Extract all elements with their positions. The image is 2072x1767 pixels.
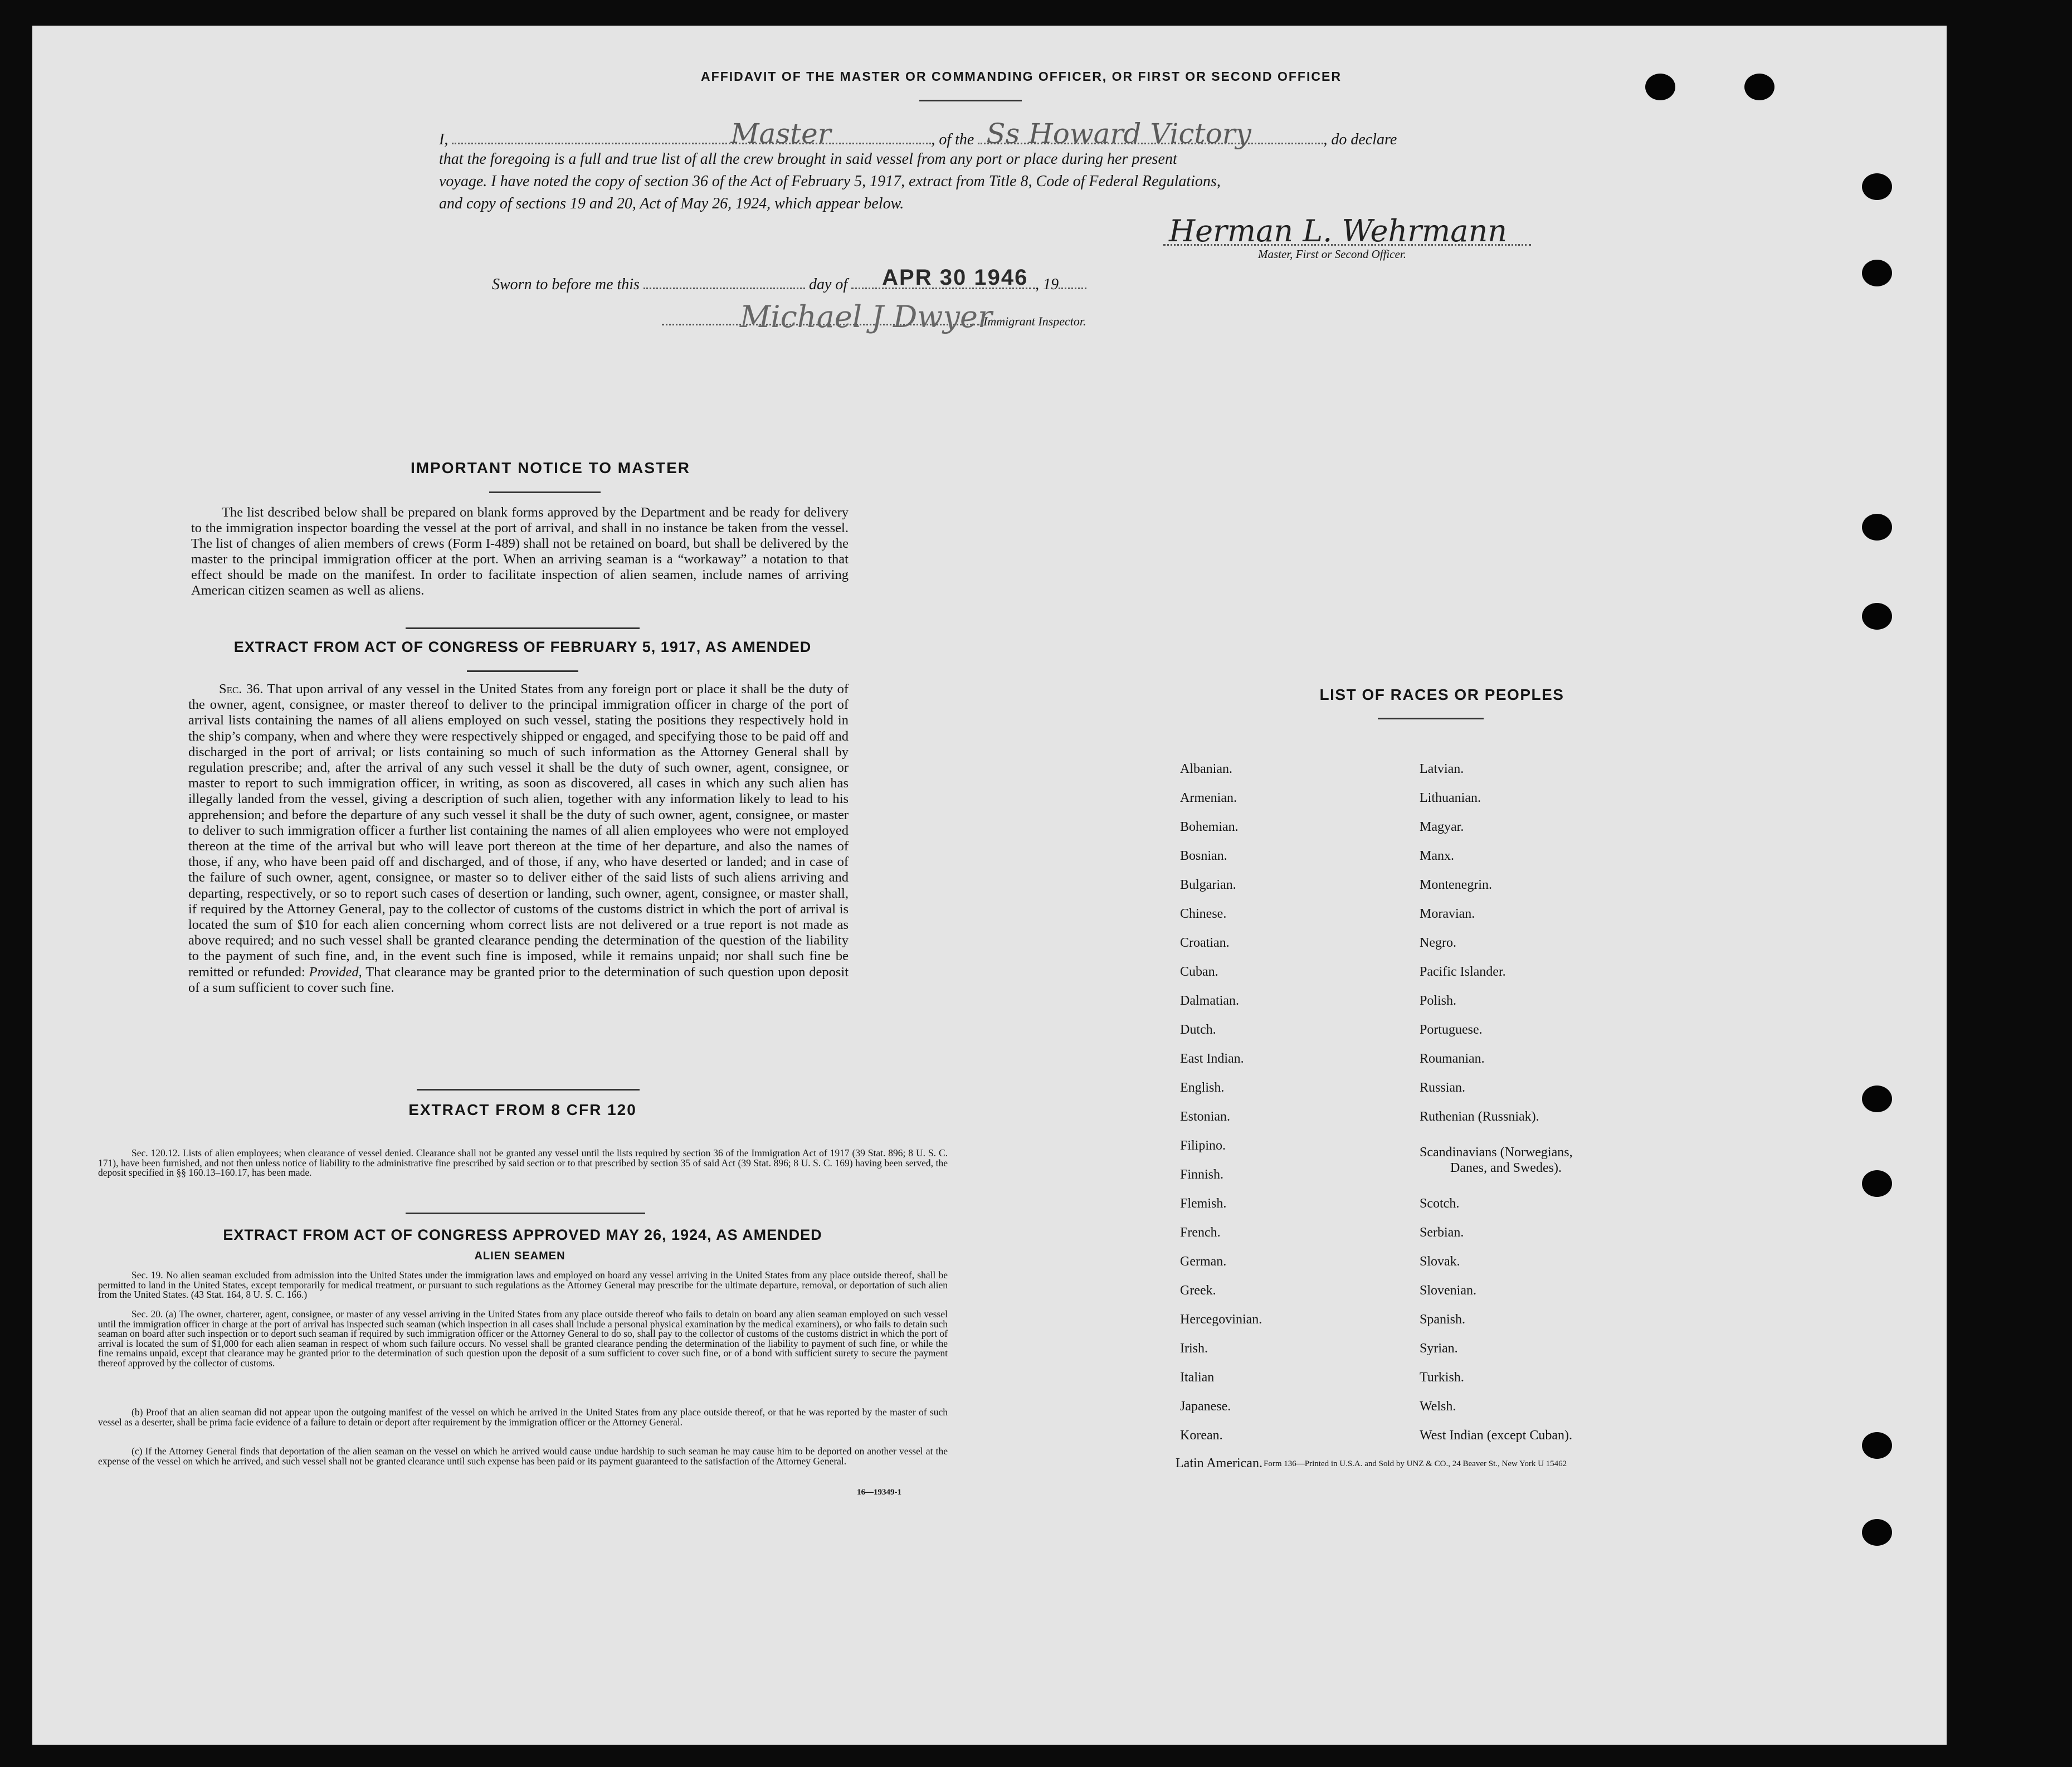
sworn-year: , 19 [1035, 276, 1059, 293]
punch-hole [1862, 1170, 1892, 1197]
race-item: Lithuanian. [1420, 791, 1481, 805]
race-item: Japanese. [1180, 1399, 1231, 1414]
race-item: Spanish. [1420, 1312, 1466, 1327]
declaration-line-2: that the foregoing is a full and true list of all the crew brought in said vessel from any port or place during her present [439, 150, 1177, 168]
race-item: Bosnian. [1180, 849, 1227, 863]
race-item: English. [1180, 1080, 1225, 1095]
race-item: Scotch. [1420, 1196, 1460, 1211]
race-item: Bohemian. [1180, 820, 1239, 834]
sec20b-body: (b) Proof that an alien seaman did not appear upon the outgoing manifest of the vessel on which he arrived in the United States from any place outside thereof, or that he was reported by the master of such vessel as a deserter, shall be prima facie evidence of a failure to detain or deport after requirement by the immigration officer or the Attorney General. [98, 1406, 948, 1428]
alien-seamen-subheading: ALIEN SEAMEN [474, 1250, 565, 1262]
master-title-blank [452, 118, 931, 150]
race-item: Italian [1180, 1370, 1215, 1385]
sec36-text: That upon arrival of any vessel in the United States from any foreign port or place it shall be the duty of the owner, agent, consignee, or master thereof to deliver to the principal immigration officer in charge of the port of arrival lists containing the names of all aliens employed on such vessel, stating the positions they respectively hold in the ship’s company, when and where they were respectively shipped or engaged, and specifying those to be paid off and discharged in the port of arrival; or lists containing so much of such information as the Attorney General shall by regulation prescribe; and, after the arrival of any such vessel it shall be the duty of such owner, agent, consignee, or master to report to such immigration officer, in writing, as soon as discovered, all cases in which any such alien has illegally landed from the vessel, giving a description of such alien, together with any information likely to lead to his apprehension; and before the departure of any such vessel it shall be the duty of such owner, agent, consignee, or master to deliver to such immigration officer a further list containing the names of all alien employees who were not employed thereon at the time of the arrival but who will leave port thereon at the time of her departure, and also the names of those, if any, who have been paid off and discharged, and of those, if any, who have deserted or landed; and in case of the failure of such owner, agent, consignee, or master so to deliver either of the said lists of such aliens arriving and departing, respectively, or so to report such cases of desertion or landing, such owner, agent, consignee, or master shall, if required by the Attorney General, pay to the collector of customs of the customs district in which the port of arrival is located the sum of $10 for each alien concerning whom correct lists are not delivered or a true report is not made as above required; and no such vessel shall be granted clearance pending the determination of the question of the liability to the payment of such fine, and, in the event such fine is imposed, while it remains unpaid; nor shall such fine be remitted or refunded: [188, 682, 849, 980]
sec36-text-end: That clearance may be granted prior to the determination of such question upon deposit of a sum sufficient to cover such fine. [188, 964, 849, 995]
declaration-line-4: and copy of sections 19 and 20, Act of May 26, 1924, which appear below. [439, 195, 904, 212]
sec20c-body: (c) If the Attorney General finds that deportation of the alien seaman on the vessel on which he arrived would cause undue hardship to such seaman he may cause him to be deported on another vessel at the expense of the vessel on which he arrived, and such vessel shall not be granted clearance until such expense has been paid or its payment guaranteed to the satisfaction of the Attorney General. [98, 1445, 948, 1467]
sec20a-body: Sec. 20. (a) The owner, charterer, agent, consignee, or master of any vessel arriving in the United States from any place outside thereof who fails to detain on board any alien seaman employed on such vessel until the immigration officer in charge at the port of arrival has inspected such seaman (which inspection in all cases shall include a personal physical examination by the medical examiners), or who fails to detain such seaman on board after such inspection or to deport such seaman if required by such immigration officer or the Attorney General to do so, shall pay to the collector of customs of the customs district in which the port of arrival is located the sum of $1,000 for each alien seaman in respect of whom such failure occurs. No vessel shall be granted clearance pending the determination of the liability to payment of such fine, or while the fine remains unpaid, except that clearance may be granted prior to the determination of such question upon the deposit of a sum sufficient to cover such fine, or of a bond with sufficient surety to secure the payment thereof approved by the collector of customs. [98, 1308, 948, 1369]
sec36-provided: Provided, [309, 964, 362, 980]
race-item: Albanian. [1180, 762, 1232, 776]
race-item: Filipino. [1180, 1138, 1226, 1153]
master-signature-handwritten: Herman L. Wehrmann [1169, 213, 1507, 249]
declaration-i: I, [439, 131, 448, 148]
race-item: Dutch. [1180, 1023, 1216, 1037]
race-item: Croatian. [1180, 936, 1230, 950]
race-item: Roumanian. [1420, 1052, 1485, 1066]
race-item: Russian. [1420, 1080, 1466, 1095]
race-item: Estonian. [1180, 1109, 1230, 1124]
sworn-text: Sworn to before me this [492, 276, 640, 293]
punch-hole [1862, 514, 1892, 541]
extract-cfr-heading: EXTRACT FROM 8 CFR 120 [408, 1101, 637, 1118]
vessel-name-handwritten: Ss Howard Victory [986, 118, 1251, 150]
race-item: Cuban. [1180, 965, 1218, 979]
races-heading: LIST OF RACES OR PEOPLES [1319, 686, 1564, 703]
race-item: Portuguese. [1420, 1023, 1483, 1037]
punch-hole [1744, 74, 1774, 100]
race-item: Manx. [1420, 849, 1454, 863]
race-item: Slovenian. [1420, 1283, 1476, 1298]
sworn-day-of: day of [808, 276, 848, 293]
notice-divider [489, 491, 601, 493]
race-item: Bulgarian. [1180, 878, 1236, 892]
race-item: Latin American. [1176, 1456, 1262, 1471]
manifest-sheet [32, 26, 1947, 1745]
extract-1924-heading: EXTRACT FROM ACT OF CONGRESS APPROVED MAY 26, 1924, AS AMENDED [223, 1226, 822, 1243]
cfr-body: Sec. 120.12. Lists of alien employees; when clearance of vessel denied. Clearance shall not be granted any vessel until the lists required by section 36 of the Immigration Act of 1917 (39 Stat. 896; 8 U. S. C. 171), have been furnished, and not then unless notice of liability to the administrative fine prescribed by said section or to that prescribed by section 35 of said Act (39 Stat. 896; 8 U. S. C. 169) having been served, the deposit specified in §§ 160.13–160.17, has been made. [98, 1147, 948, 1178]
race-item: Magyar. [1420, 820, 1464, 834]
race-item: Korean. [1180, 1428, 1223, 1443]
punch-hole [1862, 1519, 1892, 1546]
race-item: Slovak. [1420, 1254, 1460, 1269]
section-divider [406, 627, 640, 629]
race-item: Polish. [1420, 994, 1457, 1008]
race-item: Ruthenian (Russniak). [1420, 1109, 1539, 1124]
race-item: Serbian. [1420, 1225, 1464, 1240]
section-divider [406, 1213, 645, 1214]
race-item: Scandinavians (Norwegians, [1420, 1145, 1573, 1160]
punch-hole [1862, 173, 1892, 200]
race-item: Chinese. [1180, 907, 1227, 921]
master-signature [1163, 215, 1542, 249]
notice-body: The list described below shall be prepared on blank forms approved by the Department and be ready for delivery to the immigration inspector boarding the vessel at the port of arrival, and shall in no instance be taken from the vessel. The list of changes of alien members of crews (Form I-489) shall not be retained on board, but shall be delivered by the master to the principal immigration officer at the port. When an arriving seaman is a “workaway” a notation to that effect should be made on the manifest. In order to facilitate inspection of alien seamen, include names of arriving American citizen seamen as well as aliens. [191, 505, 849, 598]
race-item: Irish. [1180, 1341, 1208, 1356]
race-item: Negro. [1420, 936, 1456, 950]
race-item: East Indian. [1180, 1052, 1244, 1066]
master-title-handwritten: Master [730, 118, 831, 150]
race-item: German. [1180, 1254, 1227, 1269]
race-item: Latvian. [1420, 762, 1464, 776]
notice-heading: IMPORTANT NOTICE TO MASTER [410, 459, 691, 476]
signature-caption: Master, First or Second Officer. [1258, 247, 1406, 261]
declaration-declare: , do declare [1323, 131, 1397, 148]
sworn-day-blank [643, 271, 805, 289]
race-item: Dalmatian. [1180, 994, 1239, 1008]
sworn-date-blank [851, 265, 1035, 290]
form-number: 16—19349-1 [857, 1488, 901, 1497]
date-stamp: APR 30 1946 [882, 265, 1028, 290]
race-item: Syrian. [1420, 1341, 1458, 1356]
punch-hole [1645, 74, 1675, 100]
race-item: Hercegovinian. [1180, 1312, 1262, 1327]
punch-hole [1862, 1085, 1892, 1112]
race-item: Moravian. [1420, 907, 1475, 921]
printer-footer: Form 136—Printed in U.S.A. and Sold by UNZ & CO., 24 Beaver St., New York U 15462 [1264, 1459, 1567, 1468]
extract-1917-divider [467, 670, 578, 672]
race-item: Greek. [1180, 1283, 1216, 1298]
race-item: Montenegrin. [1420, 878, 1492, 892]
extract-1917-heading: EXTRACT FROM ACT OF CONGRESS OF FEBRUARY 5, 1917, AS AMENDED [233, 639, 812, 655]
race-item: Flemish. [1180, 1196, 1227, 1211]
race-item: Turkish. [1420, 1370, 1464, 1385]
title-divider [919, 100, 1022, 101]
race-item: Pacific Islander. [1420, 965, 1506, 979]
signature-line [1163, 244, 1531, 246]
sec36-body [188, 682, 849, 996]
race-item: Finnish. [1180, 1167, 1224, 1182]
race-item: French. [1180, 1225, 1221, 1240]
sworn-line [492, 265, 1086, 296]
punch-hole [1862, 260, 1892, 286]
race-item: West Indian (except Cuban). [1420, 1428, 1572, 1443]
sworn-year-blank [1059, 271, 1086, 289]
race-item: Armenian. [1180, 791, 1237, 805]
race-item: Danes, and Swedes). [1450, 1161, 1562, 1175]
declaration-line-1 [439, 118, 1397, 151]
vessel-name-blank [978, 118, 1323, 150]
punch-hole [1862, 1432, 1892, 1459]
inspector-caption: Immigrant Inspector. [983, 314, 1086, 328]
declaration-line-3: voyage. I have noted the copy of section 36 of the Act of February 5, 1917, extract from Title 8, Code of Federal Regulations, [439, 173, 1221, 190]
race-item: Welsh. [1420, 1399, 1456, 1414]
punch-hole [1862, 603, 1892, 630]
inspector-signature-handwritten: Michael J Dwyer [740, 299, 992, 334]
inspector-signature-blank [662, 299, 992, 334]
section-divider [417, 1089, 640, 1091]
declaration-of-the: , of the [931, 131, 974, 148]
inspector-line [662, 299, 1086, 334]
sec36-label: Sec. 36. [219, 682, 264, 697]
sec19-body: Sec. 19. No alien seaman excluded from admission into the United States under the immigration laws and employed on board any vessel arriving in the United States from any place outside thereof, shall be permitted to land in the United States, except temporarily for medical treatment, or pursuant to such regulations as the Attorney General may prescribe for the ultimate departure, removal, or deportation of such alien from the United States. (43 Stat. 164, 8 U. S. C. 166.) [98, 1269, 948, 1300]
races-divider [1378, 718, 1484, 719]
affidavit-title: AFFIDAVIT OF THE MASTER OR COMMANDING OFFICER, OR FIRST OR SECOND OFFICER [701, 69, 1342, 84]
